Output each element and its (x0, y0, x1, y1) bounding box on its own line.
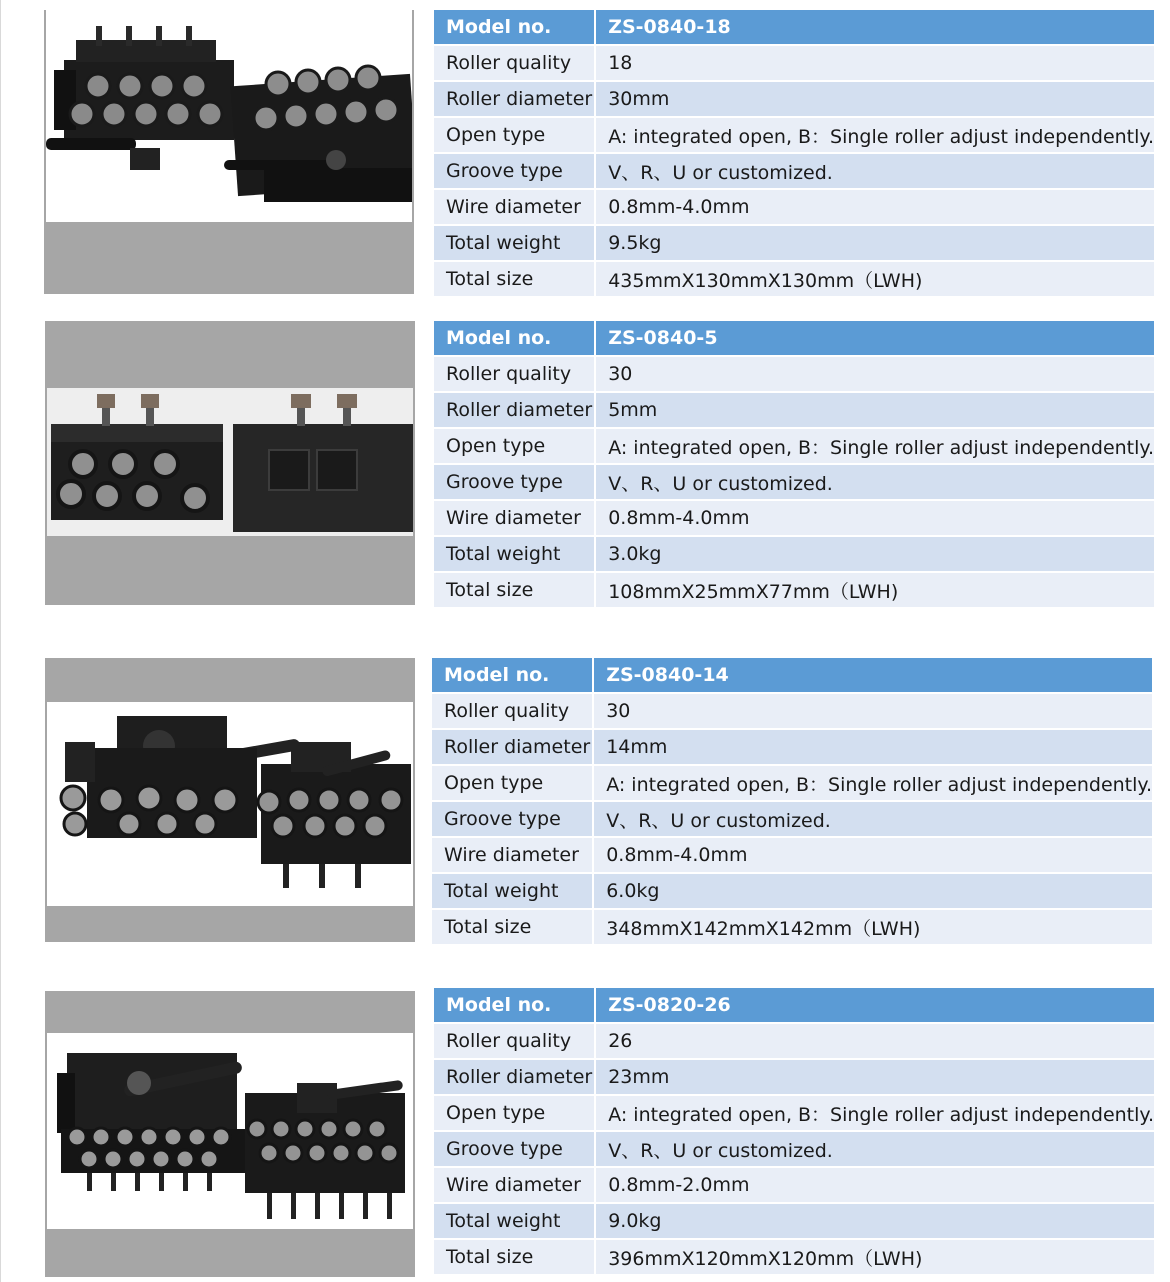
spec-key: Wire diameter (434, 501, 596, 537)
spec-value: A: integrated open, B：Single roller adjust independently. (594, 766, 1152, 802)
roller-straightener-image (47, 1033, 413, 1229)
spec-value: V、R、U or customized. (596, 465, 1154, 501)
product-photo-frame (45, 991, 415, 1277)
spec-value: V、R、U or customized. (594, 802, 1152, 838)
spec-key: Groove type (434, 1132, 596, 1168)
spec-value: A: integrated open, B：Single roller adjust independently. (596, 118, 1154, 154)
spec-row (434, 393, 1154, 429)
spec-key: Roller quality (434, 46, 596, 82)
spec-key: Roller quality (434, 1024, 596, 1060)
spec-key: Open type (434, 429, 596, 465)
spec-value: 23mm (596, 1060, 1154, 1096)
spec-value: 348mmX142mmX142mm（LWH) (594, 910, 1152, 946)
spec-row (434, 262, 1154, 298)
spec-row (432, 730, 1152, 766)
spec-row (434, 46, 1154, 82)
spec-key: Roller quality (432, 694, 594, 730)
spec-value: ZS-0840-5 (596, 321, 1154, 357)
product-photo-frame (45, 321, 415, 605)
spec-key: Total size (434, 262, 596, 298)
spec-key: Roller quality (434, 357, 596, 393)
spec-row (434, 1240, 1154, 1276)
spec-key: Wire diameter (432, 838, 594, 874)
product-photo (47, 1033, 413, 1229)
spec-key: Open type (434, 118, 596, 154)
spec-key: Total weight (432, 874, 594, 910)
spec-value: 0.8mm-4.0mm (596, 501, 1154, 537)
spec-key: Total weight (434, 226, 596, 262)
spec-key: Wire diameter (434, 1168, 596, 1204)
spec-value: ZS-0820-26 (596, 988, 1154, 1024)
spec-row (434, 1096, 1154, 1132)
spec-value: 435mmX130mmX130mm（LWH) (596, 262, 1154, 298)
spec-row (434, 118, 1154, 154)
spec-value: V、R、U or customized. (596, 154, 1154, 190)
spec-key: Wire diameter (434, 190, 596, 226)
spec-value: V、R、U or customized. (596, 1132, 1154, 1168)
spec-row (434, 1060, 1154, 1096)
spec-key: Total weight (434, 1204, 596, 1240)
spec-value: ZS-0840-18 (596, 10, 1154, 46)
spec-value: 30 (594, 694, 1152, 730)
spec-key: Roller diameter (432, 730, 594, 766)
spec-key: Total size (432, 910, 594, 946)
spec-table (434, 10, 1154, 298)
spec-key: Model no. (434, 321, 596, 357)
spec-value: 3.0kg (596, 537, 1154, 573)
spec-value: A: integrated open, B：Single roller adjust independently. (596, 1096, 1154, 1132)
spec-row (434, 10, 1154, 46)
page-left-rule (0, 0, 1, 1282)
spec-value: 0.8mm-4.0mm (594, 838, 1152, 874)
spec-key: Groove type (434, 154, 596, 190)
roller-straightener-image (46, 10, 412, 222)
spec-key: Roller diameter (434, 393, 596, 429)
spec-table (434, 988, 1154, 1276)
spec-value: 9.5kg (596, 226, 1154, 262)
spec-row (434, 82, 1154, 118)
spec-key: Total size (434, 1240, 596, 1276)
spec-value: 26 (596, 1024, 1154, 1060)
spec-table (432, 658, 1152, 946)
spec-key: Roller diameter (434, 1060, 596, 1096)
spec-value: 5mm (596, 393, 1154, 429)
spec-value: 30mm (596, 82, 1154, 118)
spec-row (434, 357, 1154, 393)
spec-value: 396mmX120mmX120mm（LWH) (596, 1240, 1154, 1276)
spec-row (432, 910, 1152, 946)
spec-row (434, 321, 1154, 357)
spec-row (434, 465, 1154, 501)
spec-row (434, 154, 1154, 190)
spec-row (434, 537, 1154, 573)
spec-key: Total weight (434, 537, 596, 573)
spec-key: Model no. (434, 10, 596, 46)
spec-row (432, 802, 1152, 838)
spec-row (434, 501, 1154, 537)
product-photo (46, 10, 412, 222)
spec-row (434, 190, 1154, 226)
spec-key: Model no. (434, 988, 596, 1024)
spec-value: ZS-0840-14 (594, 658, 1152, 694)
spec-row (432, 658, 1152, 694)
spec-row (432, 838, 1152, 874)
spec-key: Total size (434, 573, 596, 609)
spec-row (434, 1168, 1154, 1204)
spec-value: A: integrated open, B：Single roller adjust independently. (596, 429, 1154, 465)
roller-straightener-image (47, 388, 413, 536)
spec-key: Model no. (432, 658, 594, 694)
spec-value: 6.0kg (594, 874, 1152, 910)
spec-value: 108mmX25mmX77mm（LWH) (596, 573, 1154, 609)
spec-value: 14mm (594, 730, 1152, 766)
spec-key: Open type (434, 1096, 596, 1132)
roller-straightener-image (47, 702, 413, 906)
spec-row (432, 874, 1152, 910)
spec-row (432, 694, 1152, 730)
spec-row (434, 1132, 1154, 1168)
spec-value: 0.8mm-4.0mm (596, 190, 1154, 226)
spec-key: Groove type (432, 802, 594, 838)
spec-row (434, 573, 1154, 609)
product-photo-frame (45, 658, 415, 942)
product-photo-frame (44, 10, 414, 294)
spec-row (434, 429, 1154, 465)
spec-row (432, 766, 1152, 802)
spec-row (434, 1204, 1154, 1240)
spec-row (434, 226, 1154, 262)
spec-key: Open type (432, 766, 594, 802)
product-photo (47, 702, 413, 906)
spec-value: 9.0kg (596, 1204, 1154, 1240)
spec-value: 0.8mm-2.0mm (596, 1168, 1154, 1204)
spec-key: Groove type (434, 465, 596, 501)
spec-row (434, 1024, 1154, 1060)
spec-row (434, 988, 1154, 1024)
product-photo (47, 388, 413, 536)
spec-key: Roller diameter (434, 82, 596, 118)
spec-value: 18 (596, 46, 1154, 82)
spec-value: 30 (596, 357, 1154, 393)
spec-table (434, 321, 1154, 609)
